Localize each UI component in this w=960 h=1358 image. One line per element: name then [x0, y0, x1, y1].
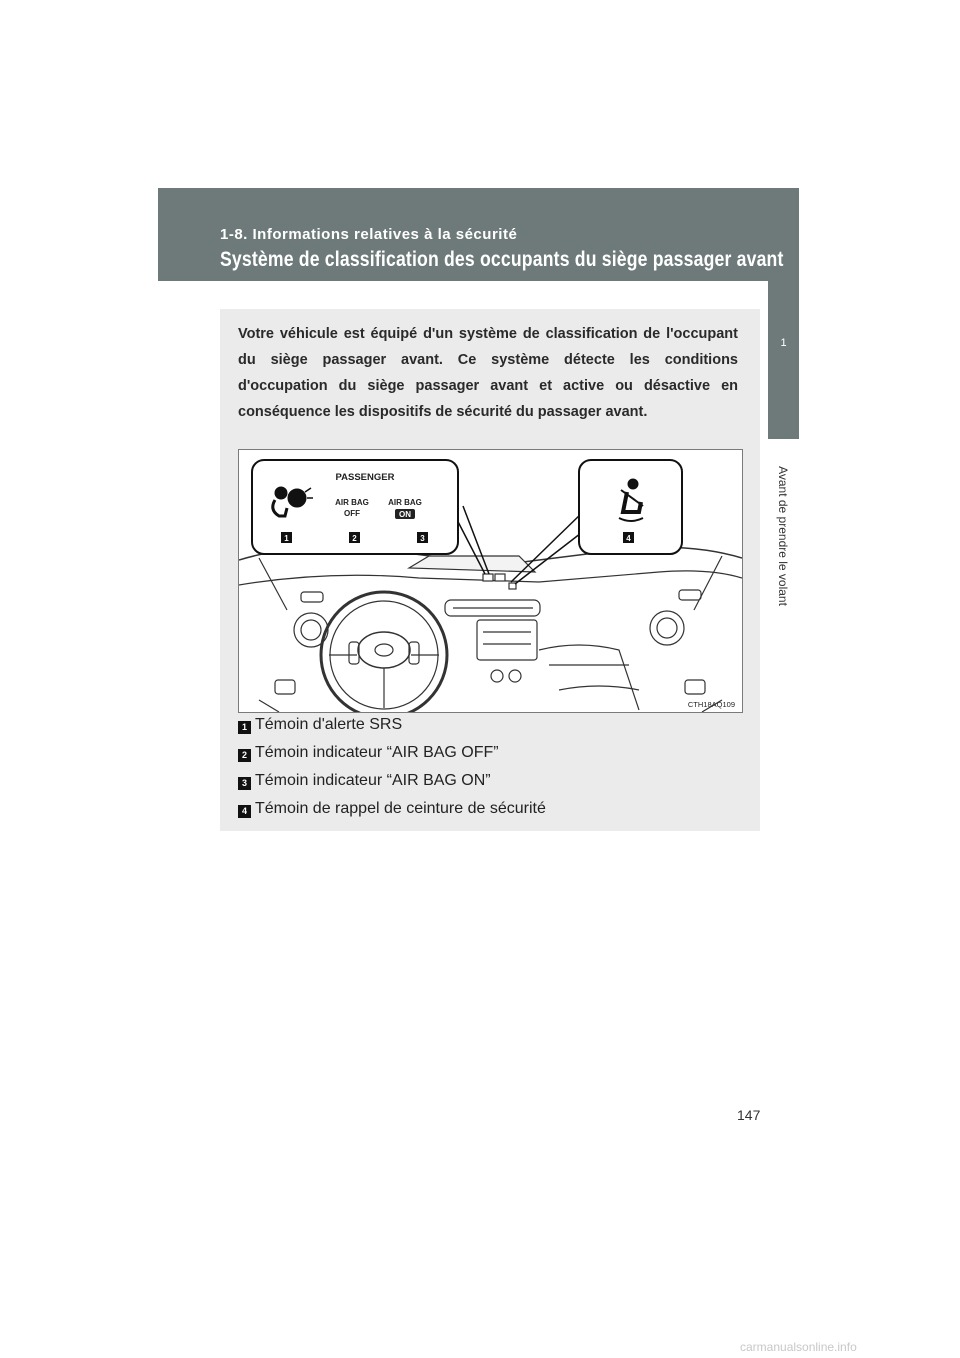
dashboard-drawing — [239, 547, 742, 713]
callout-2-label: 2 — [352, 534, 357, 543]
legend-badge: 4 — [238, 805, 251, 818]
panel-title: PASSENGER — [335, 472, 395, 483]
airbag-off-line2: OFF — [344, 509, 360, 518]
dashboard-illustration — [239, 450, 742, 712]
legend-item — [238, 772, 748, 800]
dashboard-figure — [238, 449, 743, 713]
chapter-label-container — [771, 448, 795, 624]
legend-text: Témoin indicateur “AIR BAG OFF” — [255, 744, 499, 761]
legend-item — [238, 744, 748, 772]
section-subtitle: 1-8. Informations relatives à la sécurité — [220, 226, 518, 243]
legend-text: Témoin indicateur “AIR BAG ON” — [255, 772, 491, 789]
chapter-number: 1 — [780, 337, 787, 349]
watermark: carmanualsonline.info — [740, 1340, 857, 1354]
legend-badge: 1 — [238, 721, 251, 734]
chapter-tab — [768, 281, 799, 439]
callout-3-label: 3 — [420, 534, 425, 543]
airbag-off-line1: AIR BAG — [335, 498, 369, 507]
legend-item — [238, 800, 748, 828]
callout-4-label: 4 — [626, 534, 631, 543]
legend-list — [238, 716, 748, 828]
intro-paragraph: Votre véhicule est équipé d'un système de classification de l'occupant du siège passager avant. Ce système détecte les conditions d'occupation du siège passager avant et active ou désactive en conséquence les dispositifs de sécurité du passager avant. — [238, 326, 738, 420]
legend-badge: 2 — [238, 749, 251, 762]
content-box — [220, 309, 760, 831]
page-title: Système de classification des occupants du siège passager avant — [220, 248, 784, 271]
page-number: 147 — [737, 1107, 761, 1123]
legend-badge: 3 — [238, 777, 251, 790]
airbag-on-line1: AIR BAG — [388, 498, 422, 507]
legend-text: Témoin de rappel de ceinture de sécurité — [255, 800, 546, 817]
callout-1-label: 1 — [284, 534, 289, 543]
airbag-on-line2: ON — [399, 510, 411, 519]
legend-text: Témoin d'alerte SRS — [255, 716, 403, 733]
legend-item — [238, 716, 748, 744]
figure-code: CTH18AQ109 — [687, 700, 735, 709]
chapter-label: Avant de prendre le volant — [776, 466, 790, 606]
section-header — [158, 188, 799, 281]
